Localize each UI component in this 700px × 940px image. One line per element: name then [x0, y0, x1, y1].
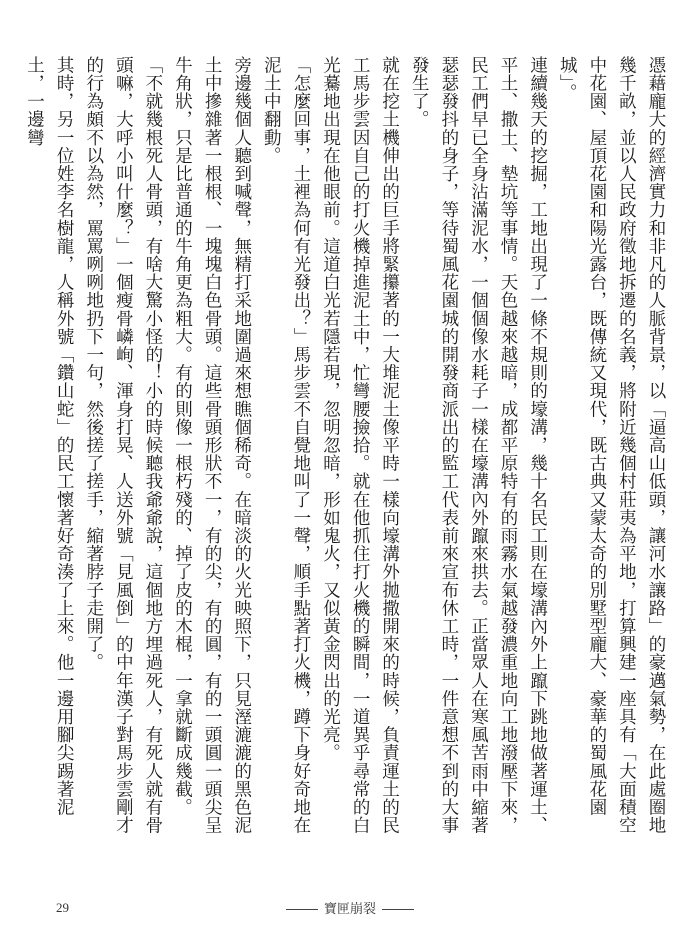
footer-rule-right — [382, 909, 414, 910]
paragraph: 就在挖土機伸出的巨手將緊攥著的一大堆泥土像平時一樣向壕溝外拋撒開來的時候，負責運土的民工馬步雲因自己的打火機掉進泥土中，忙彎腰撿拾。就在他抓住打火機的瞬間，一道異乎尋常的白光驀地出現在他眼前。這道白光若隱若現，忽明忽暗，形如鬼火，又似黃金閃出的光亮。 — [320, 56, 400, 835]
paragraph: 「不就幾根死人骨頭，有啥大驚小怪的！小的時候聽我爺爺說，這個地方埋過死人，有死人就有骨頭嘛，大呼小叫什麼？」一個瘦骨嶙峋、渾身打晃、人送外號「見風倒」的中年漢子對馬步雲剛才的行為頗不以為然，罵罵咧咧地扔下一句，然後搓了搓手，縮著脖子走開了。 — [83, 56, 163, 835]
footer-rule-left — [286, 909, 318, 910]
book-title: 寶匣崩裂 — [323, 902, 376, 917]
running-footer — [0, 898, 700, 917]
paragraph: 連續幾天的挖掘，工地出現了一條不規則的壕溝，幾十名民工則在壕溝內外上躥下跳地做著運土、平土、撒土、墊坑等事情。天色越來越暗，成都平原特有的雨霧水氣越發濃重地向工地潑壓下來，民工們早已全身沾滿泥水，一個個像水耗子一樣在壕溝內外躥來拱去。正當眾人在寒風苦雨中縮著瑟瑟發抖的身子，等待蜀風花園城的開發商派出的監工代表前來宣布休工時，一件意想不到的大事發生了。 — [409, 56, 548, 835]
paragraph: 「怎麼回事，土裡為何有光發出？」馬步雲不自覺地叫了一聲，順手點著打火機，蹲下身好奇地在泥土中翻動。 — [261, 56, 311, 835]
paragraph: 旁邊幾個人聽到喊聲，無精打采地圍過來想瞧個稀奇。在暗淡的火光映照下，只見溼漉漉的黑色泥土中摻雜著一根根、一塊塊白色骨頭。這些骨頭形狀不一，有的尖，有的圓，有的一頭圓一頭尖呈牛角狀，只是比普通的牛角更為粗大。有的則像一根朽殘的、掉了皮的木棍，一拿就斷成幾截。 — [172, 56, 252, 835]
body-text — [24, 56, 670, 846]
paragraph: 其時，另一位姓李名樹龍，人稱外號「鑽山蛇」的民工懷著好奇湊了上來。他一邊用腳尖踢著泥土，一邊彎 — [24, 56, 75, 817]
paragraph: 憑藉龐大的經濟實力和非凡的人脈背景，以「逼高山低頭，讓河水讓路」的豪邁氣勢，在此處圈地幾千畝，並以人民政府徵地拆遷的名義，將附近幾個村莊夷為平地，打算興建一座具有「大面積空中花園、屋頂花園和陽光露台，既傳統又現代，既古典又蒙太奇的別墅型龐大、豪華的蜀風花園城」。 — [557, 56, 666, 835]
page-number: 29 — [56, 900, 69, 915]
